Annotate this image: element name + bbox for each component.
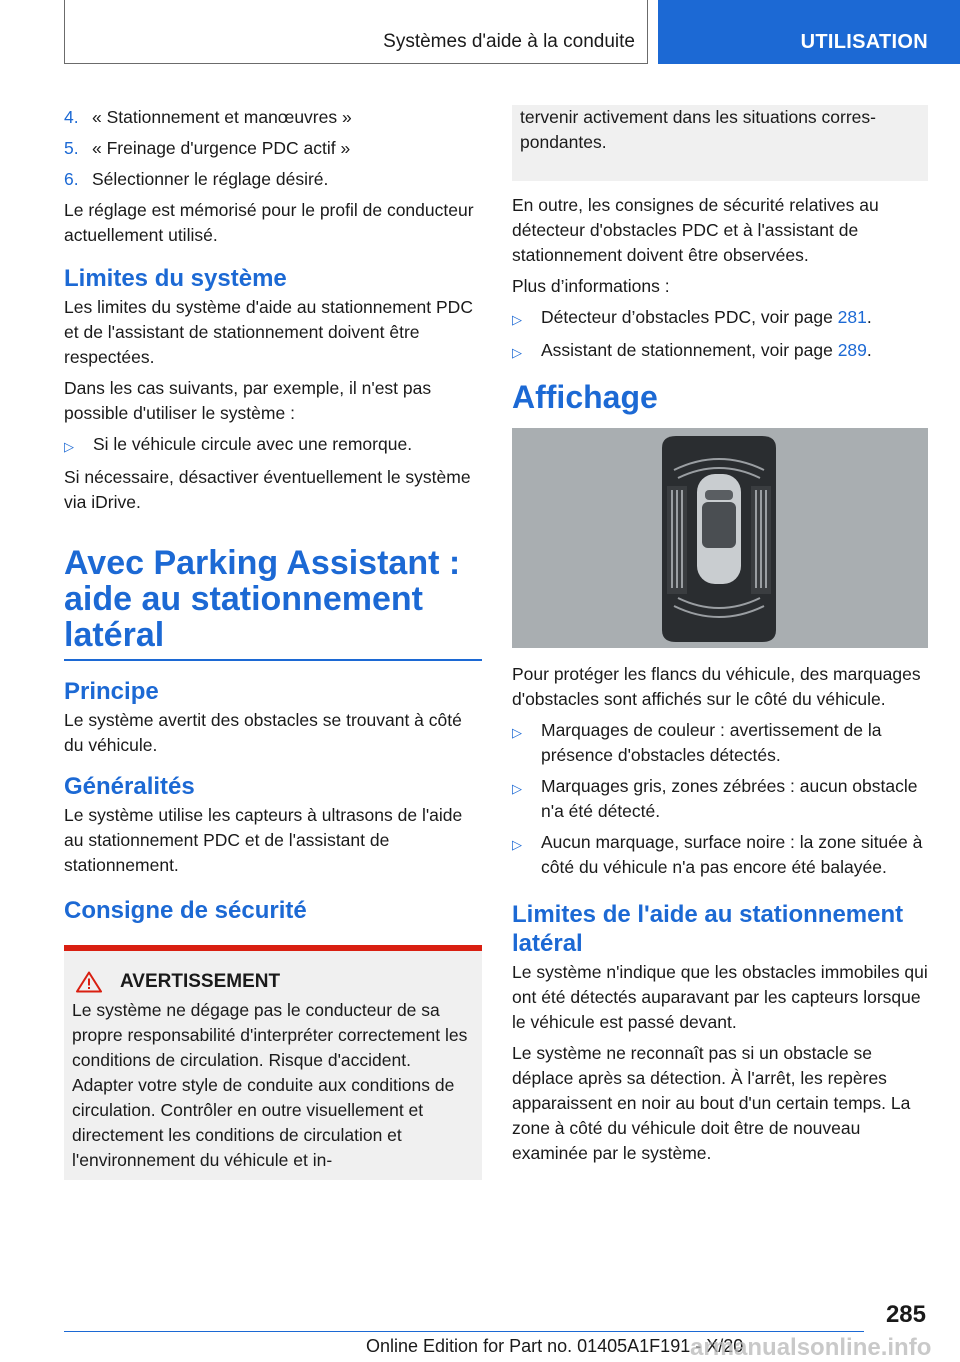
- limits2-paragraph-1: Le système n'indique que les obstacles immobiles qui ont été détectés auparavant par les capteurs lorsque le véhicule est passé devant.: [512, 962, 928, 1032]
- limits-paragraph-3: Si nécessaire, désactiver éventuellement le système via iDrive.: [64, 467, 471, 512]
- right-column: [512, 105, 928, 1172]
- reference-item: [512, 305, 928, 332]
- step-text: « Stationnement et manœuvres »: [92, 107, 352, 127]
- step-item: [64, 136, 482, 161]
- reference-end: .: [866, 340, 872, 360]
- display-heading: Affichage: [512, 379, 658, 415]
- triangle-bullet-icon: ▷: [512, 837, 522, 852]
- left-column: [64, 105, 482, 1180]
- limits-paragraph-2: Dans les cas suivants, par exemple, il n'est pas possible d'utiliser le système :: [64, 378, 432, 423]
- watermark: armanualsonline.info: [690, 1334, 932, 1361]
- safety-heading: Consigne de sécurité: [64, 897, 307, 924]
- warning-box: [64, 945, 482, 1180]
- reference-text: Assistant de stationnement, voir page: [541, 340, 838, 360]
- limits-heading: Limites du système: [64, 265, 287, 292]
- header-section-box: [64, 0, 648, 64]
- step-number: 6.: [64, 169, 79, 189]
- bullet-text: Marquages gris, zones zébrées : aucun obstacle n'a été détecté.: [541, 776, 918, 821]
- more-info-label: Plus d’informations :: [512, 276, 670, 296]
- warning-triangle-icon: [76, 971, 102, 993]
- step-item: [64, 167, 482, 192]
- bullet-text: Marquages de couleur : avertissement de la présence d'obstacles détectés.: [541, 720, 882, 765]
- header-chapter-tab[interactable]: [658, 0, 960, 64]
- memory-paragraph: Le réglage est mémorisé pour le profil de conducteur actuellement utilisé.: [64, 200, 474, 245]
- side-assist-display-image: [512, 428, 928, 648]
- step-number: 5.: [64, 138, 79, 158]
- reference-end: .: [866, 307, 872, 327]
- warning-title: AVERTISSEMENT: [120, 971, 281, 992]
- car-overview-illustration: [512, 428, 928, 648]
- safety-paragraph: En outre, les consignes de sécurité relatives au détecteur d'obstacles PDC et à l'assistant de stationnement doivent être observées.: [512, 195, 879, 265]
- step-item: [64, 105, 482, 130]
- main-heading: Avec Parking Assistant : aide au stationnement latéral: [64, 544, 461, 654]
- page-link[interactable]: 289: [837, 340, 867, 360]
- footer-divider: [64, 1331, 864, 1332]
- principle-paragraph: Le système avertit des obstacles se trouvant à côté du véhicule.: [64, 710, 462, 755]
- warning-continuation-text: tervenir activement dans les situations correspondantes.: [520, 107, 876, 152]
- triangle-bullet-icon: ▷: [64, 439, 74, 454]
- warning-title-row: [72, 969, 474, 994]
- bullet-text: Aucun marquage, surface noire : la zone située à côté du véhicule n'a pas encore été balayée.: [541, 832, 923, 877]
- bullet-text: Si le véhicule circule avec une remorque.: [93, 434, 413, 454]
- triangle-bullet-icon: ▷: [512, 781, 522, 796]
- general-paragraph: Le système utilise les capteurs à ultrasons de l'aide au stationnement PDC et de l'assistant de stationnement.: [64, 805, 463, 875]
- step-text: « Freinage d'urgence PDC actif »: [92, 138, 351, 158]
- footer-edition: Online Edition for Part no. 01405A1F191 - X/20: [366, 1336, 744, 1356]
- general-heading: Généralités: [64, 773, 195, 800]
- limits-bullet: [64, 432, 482, 459]
- warning-text: Le système ne dégage pas le conducteur de sa propre responsabilité d'interpréter correctement les conditions de circulation. Risque d'accident. Adapter votre style de conduite aux conditions de circulation. Contrôler en outre visuellement et directement les conditions de circulation et l'environnement du véhicule et in-: [72, 1000, 468, 1170]
- reference-item: [512, 338, 928, 365]
- limits2-heading: Limites de l'aide au stationnement latéral: [512, 901, 904, 957]
- warning-bar: [64, 945, 482, 951]
- limits2-paragraph-2: Le système ne reconnaît pas si un obstacle se déplace après sa détection. À l'arrêt, les repères apparaissent en noir au bout d'un certain temps. La zone à côté du véhicule doit être de nouveau examinée par le système.: [512, 1043, 911, 1163]
- principle-heading: Principe: [64, 678, 159, 705]
- display-bullet: [512, 718, 928, 768]
- step-text: Sélectionner le réglage désiré.: [92, 169, 329, 189]
- display-bullet: [512, 774, 928, 824]
- page-number: 285: [885, 1301, 926, 1328]
- triangle-bullet-icon: ▷: [512, 345, 522, 360]
- warning-continuation-box: [512, 105, 928, 181]
- triangle-bullet-icon: ▷: [512, 312, 522, 327]
- page-link[interactable]: 281: [837, 307, 867, 327]
- display-paragraph: Pour protéger les flancs du véhicule, des marquages d'obstacles sont affichés sur le côté du véhicule.: [512, 664, 921, 709]
- header-section-title: Systèmes d'aide à la conduite: [383, 31, 635, 52]
- display-bullet: [512, 830, 928, 880]
- step-number: 4.: [64, 107, 79, 127]
- reference-text: Détecteur d’obstacles PDC, voir page: [541, 307, 838, 327]
- header-chapter-label: UTILISATION: [800, 31, 928, 53]
- triangle-bullet-icon: ▷: [512, 725, 522, 740]
- limits-paragraph-1: Les limites du système d'aide au stationnement PDC et de l'assistant de stationnement doivent être respectées.: [64, 297, 473, 367]
- heading-divider: [64, 659, 482, 661]
